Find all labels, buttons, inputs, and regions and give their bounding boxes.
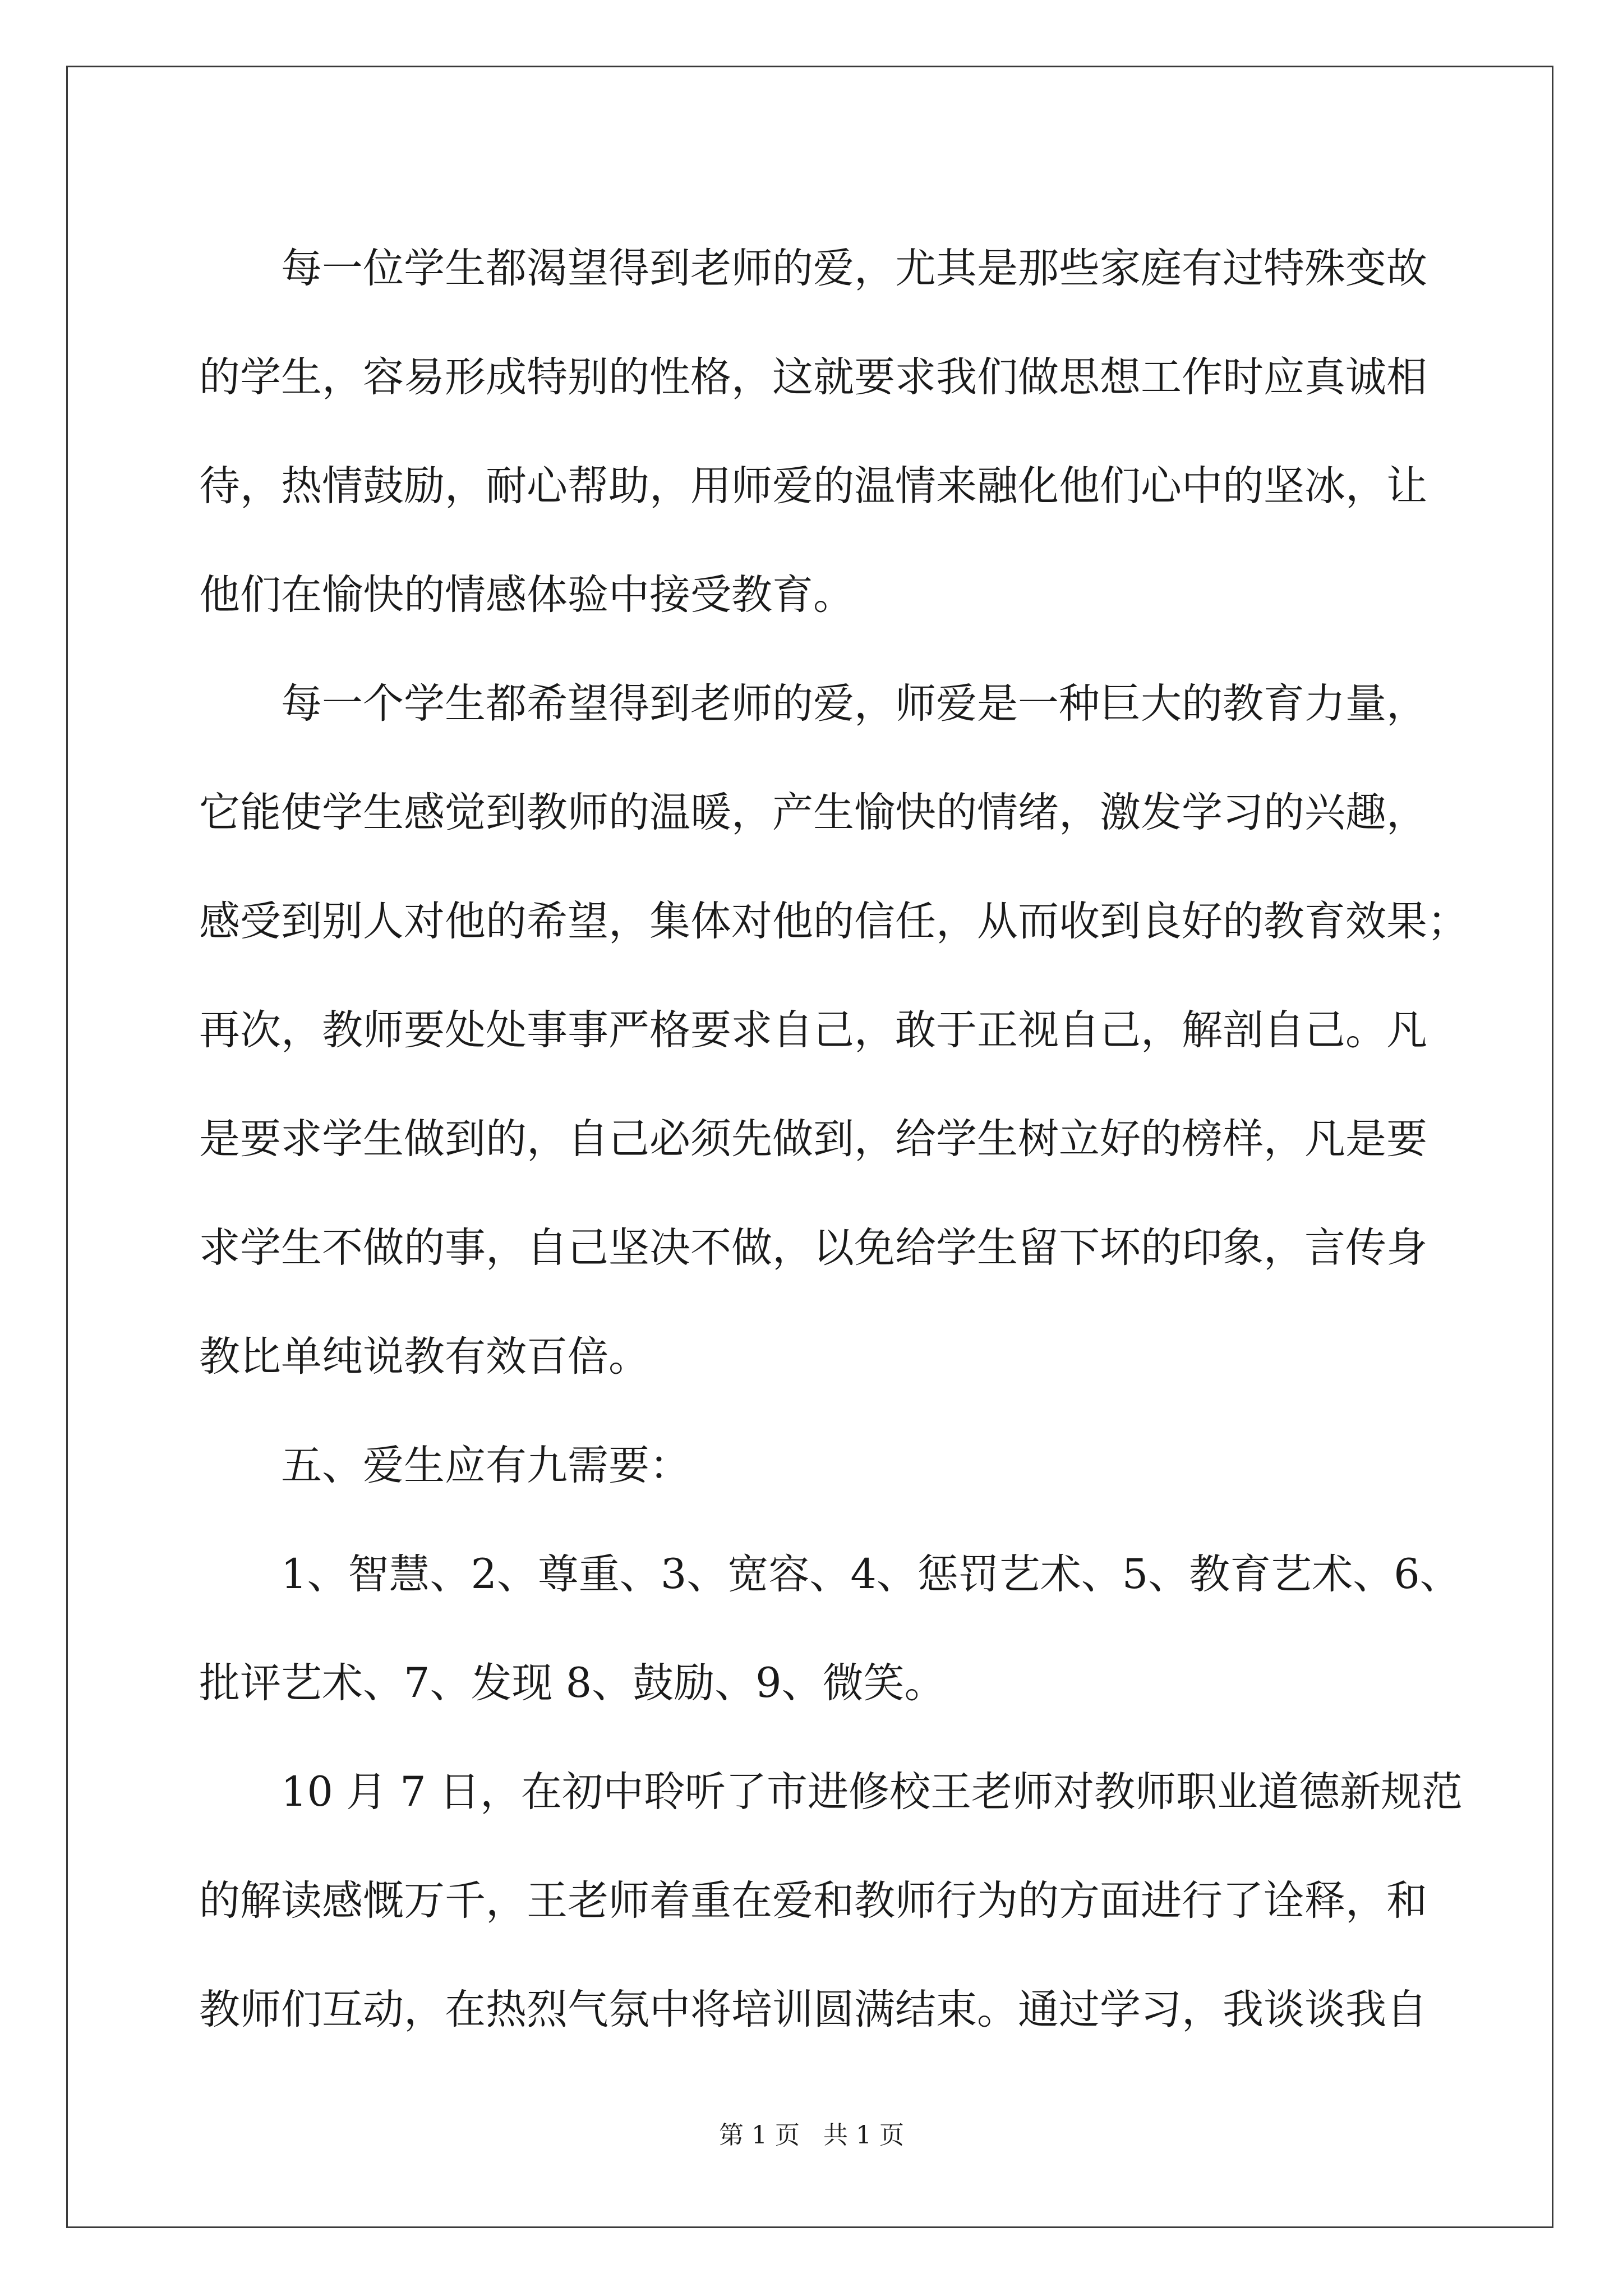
paragraph-line: 它能使学生感觉到教师的温暖，产生愉快的情绪，激发学习的兴趣，	[199, 789, 1427, 836]
paragraph-line: 1、智慧、2、尊重、3、宽容、4、惩罚艺术、5、教育艺术、6、	[281, 1550, 1461, 1598]
paragraph-line: 每一位学生都渴望得到老师的爱，尤其是那些家庭有过特殊变故	[281, 245, 1427, 292]
paragraph-line: 再次，教师要处处事事严格要求自己，敢于正视自己，解剖自己。凡	[199, 1006, 1427, 1054]
paragraph-1	[199, 214, 1427, 650]
paragraph-line: 的解读感慨万千，王老师着重在爱和教师行为的方面进行了诠释，和	[199, 1877, 1427, 1925]
paragraph-line: 教师们互动，在热烈气氛中将培训圆满结束。通过学习，我谈谈我自	[199, 1986, 1427, 2033]
paragraph-5	[199, 1738, 1463, 2064]
paragraph-line: 求学生不做的事，自己坚决不做，以免给学生留下坏的印象，言传身	[199, 1224, 1427, 1272]
paragraph-3	[199, 1411, 1422, 1520]
section-heading: 五、爱生应有九需要：	[281, 1442, 690, 1489]
paragraph-line: 的学生，容易形成特别的性格，这就要求我们做思想工作时应真诚相	[199, 353, 1427, 401]
paragraph-line: 是要求学生做到的，自己必须先做到，给学生树立好的榜样，凡是要	[199, 1115, 1427, 1163]
paragraph-line: 批评艺术、7、发现 8、鼓励、9、微笑。	[199, 1659, 946, 1707]
paragraph-4	[199, 1520, 1461, 1738]
paragraph-line: 每一个学生都希望得到老师的爱，师爱是一种巨大的教育力量，	[281, 680, 1427, 728]
page-footer: 第 1 页 共 1 页	[719, 2121, 904, 2150]
paragraph-line: 感受到别人对他的希望，集体对他的信任，从而收到良好的教育效果；	[199, 898, 1468, 945]
paragraph-line: 教比单纯说教有效百倍。	[199, 1333, 649, 1381]
document-body	[199, 214, 1468, 2064]
paragraph-line: 他们在愉快的情感体验中接受教育。	[199, 571, 854, 619]
paragraph-line: 10 月 7 日，在初中聆听了市进修校王老师对教师职业道德新规范	[281, 1768, 1463, 1816]
paragraph-2	[199, 650, 1468, 1411]
paragraph-line: 待，热情鼓励，耐心帮助，用师爱的温情来融化他们心中的坚冰，让	[199, 462, 1427, 510]
